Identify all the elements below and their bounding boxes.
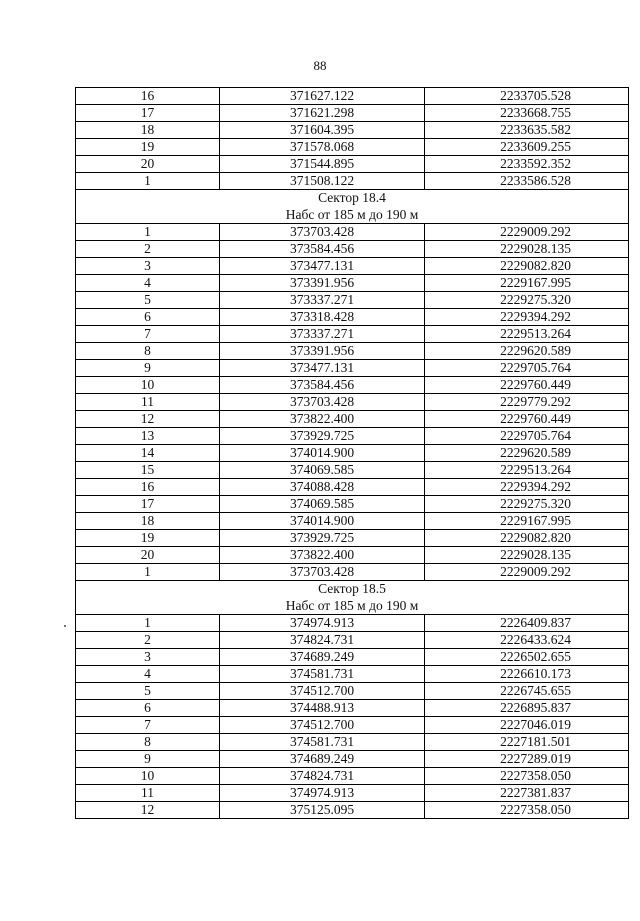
x-coordinate-cell: 373391.956	[220, 343, 425, 360]
y-coordinate-cell: 2227358.050	[425, 768, 629, 785]
page-number: 88	[313, 58, 327, 73]
point-number-cell: 12	[76, 411, 220, 428]
y-coordinate-cell: 2229009.292	[425, 564, 629, 581]
point-number-cell: 14	[76, 445, 220, 462]
sector-header-row	[76, 190, 629, 224]
x-coordinate-cell: 374069.585	[220, 496, 425, 513]
sector-header-row	[76, 581, 629, 615]
x-coordinate-cell: 373584.456	[220, 377, 425, 394]
table-row	[76, 751, 629, 768]
x-coordinate-cell: 374689.249	[220, 751, 425, 768]
x-coordinate-cell: 374581.731	[220, 734, 425, 751]
point-number-cell: 8	[76, 343, 220, 360]
x-coordinate-cell: 374014.900	[220, 513, 425, 530]
table-row	[76, 224, 629, 241]
y-coordinate-cell: 2226502.655	[425, 649, 629, 666]
point-number-cell: 16	[76, 479, 220, 496]
table-row	[76, 785, 629, 802]
table-row	[76, 377, 629, 394]
x-coordinate-cell: 371544.895	[220, 156, 425, 173]
table-row	[76, 309, 629, 326]
sector-altitude-range: Набс от 185 м до 190 м	[285, 206, 419, 222]
table-row	[76, 479, 629, 496]
point-number-cell: 1	[76, 173, 220, 190]
point-number-cell: 20	[76, 156, 220, 173]
sector-header-cell	[76, 581, 629, 615]
y-coordinate-cell: 2229705.764	[425, 360, 629, 377]
point-number-cell: 19	[76, 139, 220, 156]
point-number-cell: 6	[76, 309, 220, 326]
y-coordinate-cell: 2233586.528	[425, 173, 629, 190]
x-coordinate-cell: 374974.913	[220, 785, 425, 802]
x-coordinate-cell: 374488.913	[220, 700, 425, 717]
table-row	[76, 258, 629, 275]
x-coordinate-cell: 374512.700	[220, 717, 425, 734]
table-row	[76, 445, 629, 462]
y-coordinate-cell: 2229620.589	[425, 343, 629, 360]
point-number-cell: 17	[76, 496, 220, 513]
y-coordinate-cell: 2229275.320	[425, 292, 629, 309]
y-coordinate-cell: 2229009.292	[425, 224, 629, 241]
x-coordinate-cell: 374014.900	[220, 445, 425, 462]
y-coordinate-cell: 2229705.764	[425, 428, 629, 445]
point-number-cell: 1	[76, 564, 220, 581]
point-number-cell: 12	[76, 802, 220, 819]
y-coordinate-cell: 2233609.255	[425, 139, 629, 156]
x-coordinate-cell: 373391.956	[220, 275, 425, 292]
table-row	[76, 802, 629, 819]
sector-header-cell	[76, 190, 629, 224]
x-coordinate-cell: 371508.122	[220, 173, 425, 190]
table-row	[76, 666, 629, 683]
point-number-cell: 2	[76, 241, 220, 258]
x-coordinate-cell: 374088.428	[220, 479, 425, 496]
x-coordinate-cell: 374581.731	[220, 666, 425, 683]
y-coordinate-cell: 2229167.995	[425, 513, 629, 530]
point-number-cell: 19	[76, 530, 220, 547]
x-coordinate-cell: 374824.731	[220, 768, 425, 785]
table-row	[76, 717, 629, 734]
y-coordinate-cell: 2226409.837	[425, 615, 629, 632]
table-row	[76, 530, 629, 547]
point-number-cell: 5	[76, 683, 220, 700]
point-number-cell: 9	[76, 751, 220, 768]
x-coordinate-cell: 371604.395	[220, 122, 425, 139]
point-number-cell: 20	[76, 547, 220, 564]
point-number-cell: 15	[76, 462, 220, 479]
table-row	[76, 241, 629, 258]
x-coordinate-cell: 371578.068	[220, 139, 425, 156]
x-coordinate-cell: 373477.131	[220, 258, 425, 275]
x-coordinate-cell: 375125.095	[220, 802, 425, 819]
sector-title: Сектор 18.4	[318, 190, 386, 205]
y-coordinate-cell: 2229513.264	[425, 326, 629, 343]
x-coordinate-cell: 374974.913	[220, 615, 425, 632]
table-row	[76, 768, 629, 785]
y-coordinate-cell: 2227289.019	[425, 751, 629, 768]
point-number-cell: 4	[76, 666, 220, 683]
y-coordinate-cell: 2229275.320	[425, 496, 629, 513]
y-coordinate-cell: 2229394.292	[425, 479, 629, 496]
scan-speck	[64, 625, 66, 627]
point-number-cell: 7	[76, 326, 220, 343]
table-row	[76, 88, 629, 105]
table-row	[76, 632, 629, 649]
x-coordinate-cell: 374069.585	[220, 462, 425, 479]
point-number-cell: 18	[76, 513, 220, 530]
coordinates-table	[75, 87, 629, 819]
point-number-cell: 16	[76, 88, 220, 105]
table-row	[76, 564, 629, 581]
point-number-cell: 11	[76, 394, 220, 411]
x-coordinate-cell: 373929.725	[220, 428, 425, 445]
point-number-cell: 9	[76, 360, 220, 377]
point-number-cell: 11	[76, 785, 220, 802]
x-coordinate-cell: 373822.400	[220, 547, 425, 564]
y-coordinate-cell: 2229394.292	[425, 309, 629, 326]
x-coordinate-cell: 373477.131	[220, 360, 425, 377]
x-coordinate-cell: 373929.725	[220, 530, 425, 547]
x-coordinate-cell: 373703.428	[220, 564, 425, 581]
table-row	[76, 700, 629, 717]
coordinates-table-body	[76, 88, 629, 819]
x-coordinate-cell: 373337.271	[220, 326, 425, 343]
y-coordinate-cell: 2229760.449	[425, 377, 629, 394]
table-row	[76, 156, 629, 173]
table-row	[76, 615, 629, 632]
y-coordinate-cell: 2233635.582	[425, 122, 629, 139]
table-row	[76, 275, 629, 292]
point-number-cell: 7	[76, 717, 220, 734]
table-row	[76, 105, 629, 122]
x-coordinate-cell: 374824.731	[220, 632, 425, 649]
table-row	[76, 734, 629, 751]
x-coordinate-cell: 373703.428	[220, 224, 425, 241]
y-coordinate-cell: 2229620.589	[425, 445, 629, 462]
y-coordinate-cell: 2229028.135	[425, 241, 629, 258]
y-coordinate-cell: 2229082.820	[425, 258, 629, 275]
point-number-cell: 18	[76, 122, 220, 139]
table-row	[76, 547, 629, 564]
x-coordinate-cell: 374689.249	[220, 649, 425, 666]
point-number-cell: 13	[76, 428, 220, 445]
table-row	[76, 139, 629, 156]
table-row	[76, 173, 629, 190]
x-coordinate-cell: 373584.456	[220, 241, 425, 258]
point-number-cell: 1	[76, 615, 220, 632]
point-number-cell: 10	[76, 377, 220, 394]
point-number-cell: 1	[76, 224, 220, 241]
y-coordinate-cell: 2226610.173	[425, 666, 629, 683]
y-coordinate-cell: 2229167.995	[425, 275, 629, 292]
y-coordinate-cell: 2229028.135	[425, 547, 629, 564]
sector-title: Сектор 18.5	[318, 581, 386, 596]
y-coordinate-cell: 2233592.352	[425, 156, 629, 173]
table-row	[76, 649, 629, 666]
x-coordinate-cell: 374512.700	[220, 683, 425, 700]
y-coordinate-cell: 2229779.292	[425, 394, 629, 411]
x-coordinate-cell: 373337.271	[220, 292, 425, 309]
y-coordinate-cell: 2227381.837	[425, 785, 629, 802]
x-coordinate-cell: 373318.428	[220, 309, 425, 326]
y-coordinate-cell: 2233705.528	[425, 88, 629, 105]
x-coordinate-cell: 373822.400	[220, 411, 425, 428]
x-coordinate-cell: 371621.298	[220, 105, 425, 122]
table-row	[76, 122, 629, 139]
table-row	[76, 496, 629, 513]
y-coordinate-cell: 2227358.050	[425, 802, 629, 819]
y-coordinate-cell: 2229513.264	[425, 462, 629, 479]
table-row	[76, 292, 629, 309]
table-row	[76, 411, 629, 428]
y-coordinate-cell: 2233668.755	[425, 105, 629, 122]
y-coordinate-cell: 2226745.655	[425, 683, 629, 700]
table-row	[76, 428, 629, 445]
table-row	[76, 683, 629, 700]
point-number-cell: 10	[76, 768, 220, 785]
y-coordinate-cell: 2227181.501	[425, 734, 629, 751]
y-coordinate-cell: 2229082.820	[425, 530, 629, 547]
table-row	[76, 462, 629, 479]
point-number-cell: 3	[76, 649, 220, 666]
y-coordinate-cell: 2229760.449	[425, 411, 629, 428]
y-coordinate-cell: 2226433.624	[425, 632, 629, 649]
table-row	[76, 360, 629, 377]
x-coordinate-cell: 371627.122	[220, 88, 425, 105]
point-number-cell: 17	[76, 105, 220, 122]
y-coordinate-cell: 2227046.019	[425, 717, 629, 734]
point-number-cell: 6	[76, 700, 220, 717]
table-row	[76, 343, 629, 360]
y-coordinate-cell: 2226895.837	[425, 700, 629, 717]
table-row	[76, 513, 629, 530]
x-coordinate-cell: 373703.428	[220, 394, 425, 411]
point-number-cell: 3	[76, 258, 220, 275]
sector-altitude-range: Набс от 185 м до 190 м	[285, 597, 419, 613]
table-row	[76, 394, 629, 411]
point-number-cell: 2	[76, 632, 220, 649]
point-number-cell: 5	[76, 292, 220, 309]
table-row	[76, 326, 629, 343]
point-number-cell: 4	[76, 275, 220, 292]
point-number-cell: 8	[76, 734, 220, 751]
